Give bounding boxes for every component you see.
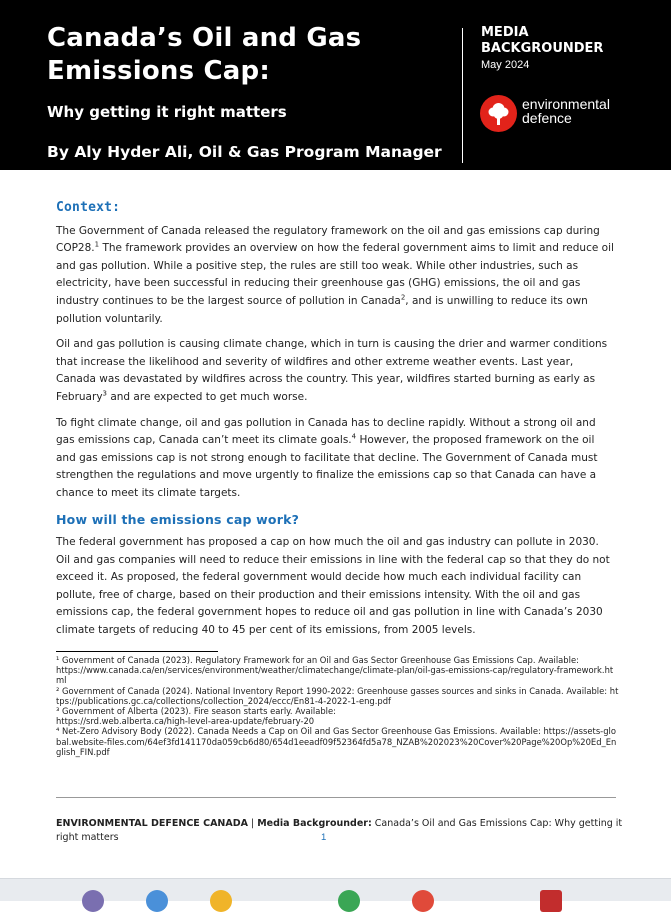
tree-logo-icon [480, 95, 517, 132]
title-line-1: Canada’s Oil and Gas [47, 23, 362, 53]
footnote-1-link[interactable]: https://www.canada.ca/en/services/environment/weather/climatechange/climate-plan/oil-gas-emissions-cap/regulatory-framework.html [56, 665, 614, 686]
document-body [56, 199, 616, 648]
footnote-1: ¹ Government of Canada (2023). Regulatory Framework for an Oil and Gas Sector Greenhouse Gas Emissions Cap. Available: [56, 655, 579, 665]
how-heading: How will the emissions cap work? [56, 511, 300, 527]
document-subtitle: Why getting it right matters [47, 103, 287, 121]
page-number: 1 [321, 832, 327, 843]
paragraph-4: The federal government has proposed a cap on how much the oil and gas industry can pollute in 2030. Oil and gas companies will need to reduce their emissions in line with the federal cap so that they do not exceed it. As proposed, the federal government would decide how much each individual facility can pollute, free of charge, based on their production and their emissions intensity. With the oil and gas emissions cap, the federal government hopes to reduce oil and gas pollution in line with Canada’s 2030 climate targets of reducing 40 to 45 per cent of its emissions, from 2005 levels. [56, 536, 610, 637]
footer-separator: | [247, 818, 258, 829]
taskbar-app-icon-2[interactable] [146, 890, 168, 912]
footnote-2: ² Government of Canada (2024). National Inventory Report 1990-2022: Greenhouse gasses sources and sinks in Canada. Available: https://publications.gc.ca/collections/collection_2024/eccc/En81-4-2022-1-eng.pdf [56, 685, 619, 706]
paragraph-1-text-a: The Government of Canada released the regulatory framework on the oil and gas emissions cap during COP28. [56, 224, 600, 255]
footer-rule [56, 797, 616, 798]
paragraph-2 [56, 336, 616, 406]
paragraph-3-text-b: However, the proposed framework on the oil and gas emissions cap is not strong enough to facilitate that decline. The Government of Canada must strengthen the regulations and move urgently to finalize the emissions cap so that Canada can have a chance to meet its climate targets. [56, 434, 598, 499]
paragraph-3-text-a: To fight climate change, oil and gas pollution in Canada has to decline rapidly. Without a strong oil and gas emissions cap, Canada can’t meet its climate goals. [56, 416, 596, 447]
taskbar-app-icon-1[interactable] [82, 890, 104, 912]
footnote-ref-3: 3 [102, 389, 107, 398]
media-backgrounder-label [481, 25, 603, 57]
media-line-2: BACKGROUNDER [481, 41, 604, 56]
document-title [47, 22, 361, 88]
taskbar-app-icon-4[interactable] [338, 890, 360, 912]
paragraph-3 [56, 415, 616, 503]
footer-label: Media Backgrounder: [257, 818, 372, 829]
paragraph-1-text-b: The framework provides an overview on how the federal government aims to limit and reduce oil and gas pollution. While a positive step, the rules are still too weak. While other industries, such as electricity, have been successful in reducing their greenhouse gas (GHG) emissions, the oil and gas industry continues to be the largest source of pollution in Canada [56, 242, 614, 307]
footnote-ref-4: 4 [351, 432, 357, 441]
footnote-3: ³ Government of Alberta (2023). Fire season starts early. Available: [56, 706, 336, 717]
footnote-ref-1: 1 [94, 240, 100, 249]
footnote-4: ⁴ Net-Zero Advisory Body (2022). Canada Needs a Cap on Oil and Gas Sector Greenhouse Gas Emissions. Available: https://assets-global.website-files.com/64ef3fd141170da059cb6d80/654d1eeadf09f52364fd5a78_NZAB%202023%20Cover%20Page%20Op%20Ed_English_FIN.pdf [56, 726, 617, 757]
footnote-ref-2: 2 [400, 293, 406, 302]
organization-logo-text [522, 97, 610, 125]
logo-line-1: environmental [522, 96, 610, 112]
footnotes [56, 655, 621, 757]
media-line-1: MEDIA [481, 25, 529, 40]
footnote-3-link[interactable]: https://srd.web.alberta.ca/high-level-area-update/february-20 [56, 716, 315, 727]
header-divider [462, 28, 463, 163]
page-footer [56, 817, 626, 845]
paragraph-1 [56, 223, 616, 329]
context-heading: Context: [56, 200, 121, 215]
taskbar-app-icon-3[interactable] [210, 890, 232, 912]
footer-doc-title: Canada’s Oil and Gas Emissions Cap: Why getting it right matters [56, 818, 623, 843]
paragraph-1-text-c: , and is unwilling to reduce its own pollution voluntarily. [56, 294, 588, 325]
paragraph-2-text-a: Oil and gas pollution is causing climate change, which in turn is causing the drier and warmer conditions that increase the likelihood and severity of wildfires and other extreme weather events. Last year, Canada was devastated by wildfires across the country. This year, wildfires started burning as early as February [56, 338, 608, 403]
paragraph-2-text-b: and are expected to get much worse. [107, 390, 308, 403]
footer-org: ENVIRONMENTAL DEFENCE CANADA [56, 818, 248, 829]
footnote-rule [56, 651, 218, 652]
taskbar-app-icon-5[interactable] [412, 890, 434, 912]
byline: By Aly Hyder Ali, Oil & Gas Program Manager [47, 143, 442, 161]
title-line-2: Emissions Cap: [47, 56, 270, 86]
header-banner [0, 0, 671, 170]
logo-line-2: defence [522, 110, 572, 126]
publish-date: May 2024 [481, 59, 530, 71]
taskbar-app-icon-6[interactable] [540, 890, 562, 912]
